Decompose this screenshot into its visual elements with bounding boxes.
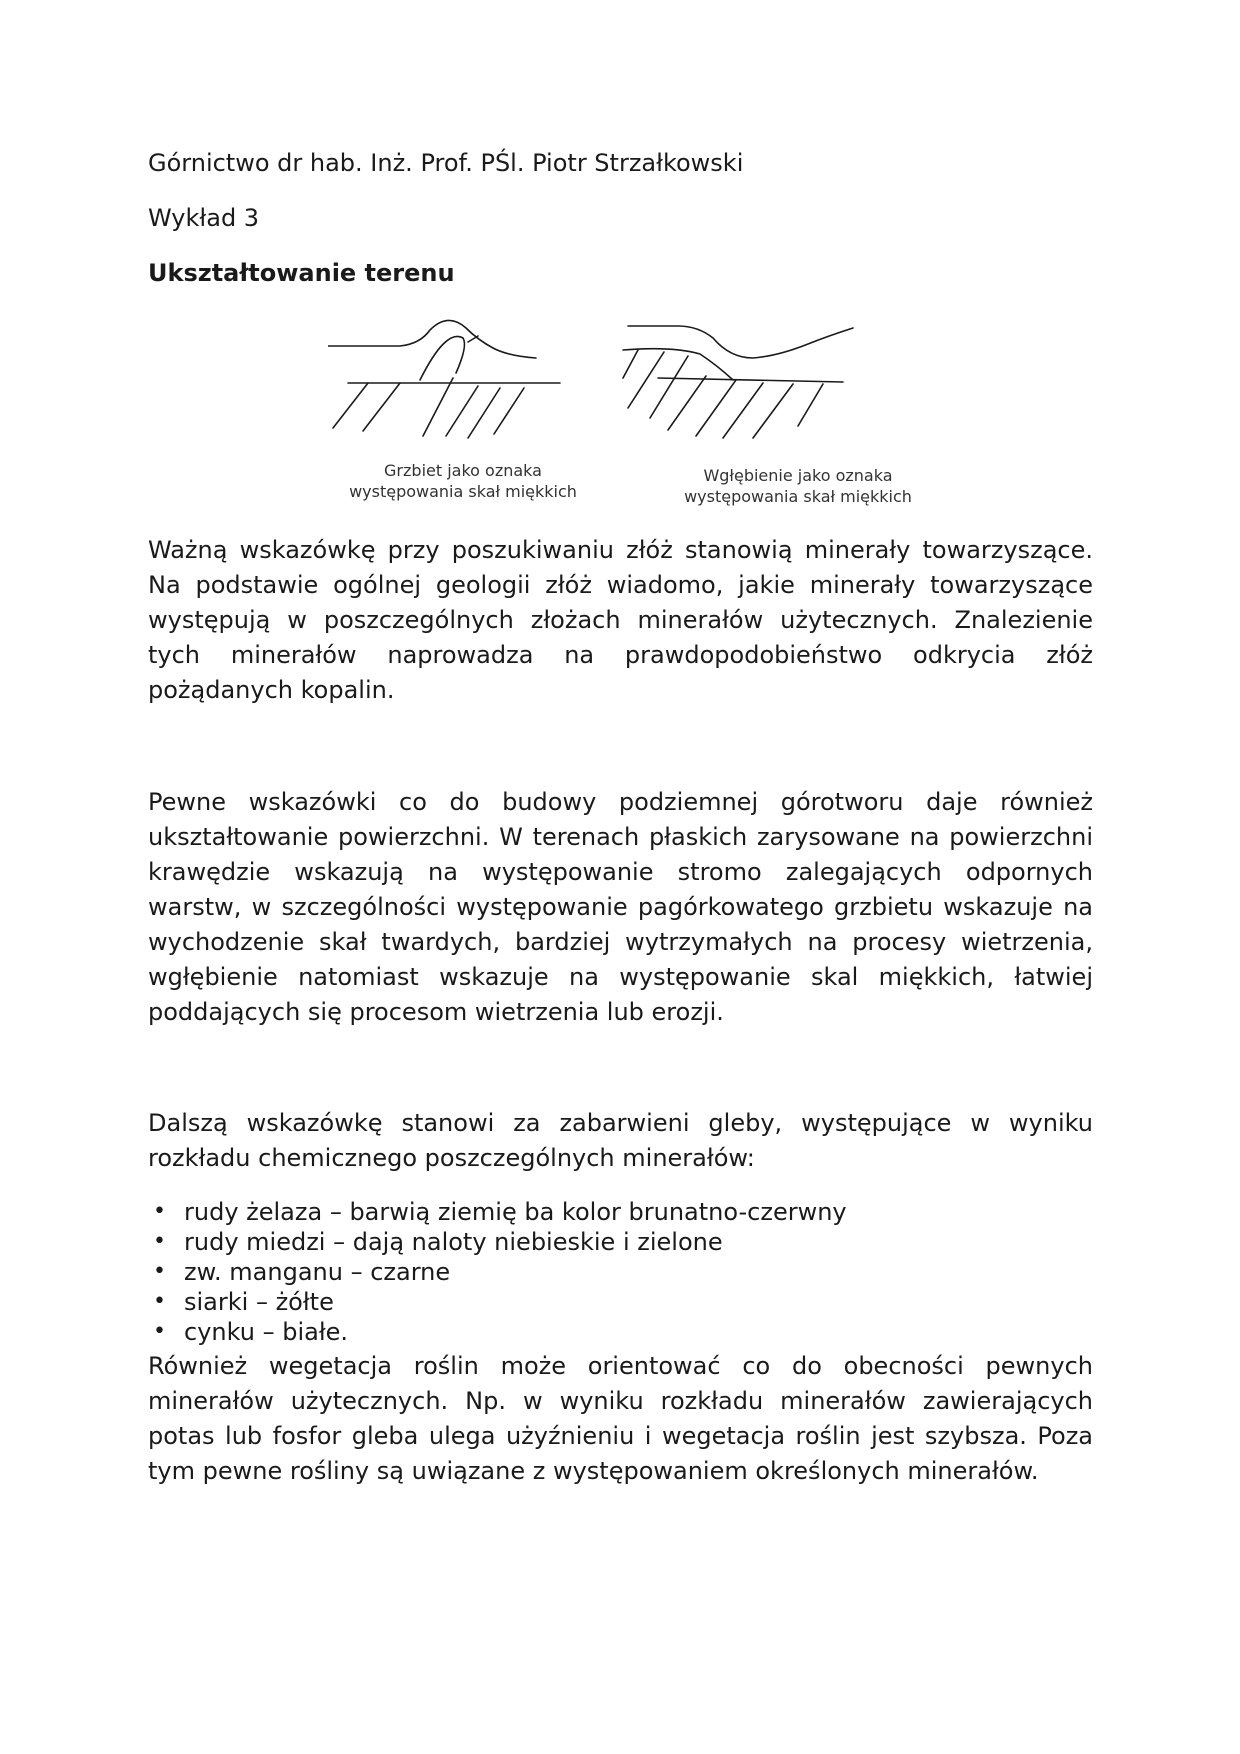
depression-caption-line2: występowania skał miękkich bbox=[684, 487, 912, 506]
paragraph-soil-color: Dalszą wskazówkę stanowi za zabarwieni gleby, występujące w wyniku rozkładu chemicznego poszczególnych minerałów: bbox=[148, 1109, 1093, 1172]
ridge-caption-line1: Grzbiet jako oznaka bbox=[384, 461, 542, 480]
list-item: • rudy żelaza – barwią ziemię ba kolor brunatno-czerwny bbox=[148, 1197, 1093, 1227]
author-line: Górnictwo dr hab. Inż. Prof. PŚl. Piotr Strzałkowski bbox=[148, 149, 744, 177]
paragraph-vegetation: Również wegetacja roślin może orientować co do obecności pewnych minerałów użytecznych. Np. w wyniku rozkładu minerałów zawierających potas lub fosfor gleba ulega użyźnieniu i wegetacja roślin jest szybsza. Poza tym pewne rośliny są uwiązane z występowaniem określonych minerałów. bbox=[148, 1352, 1093, 1485]
ridge-caption-line2: występowania skał miękkich bbox=[349, 482, 577, 501]
terrain-figure bbox=[328, 318, 948, 510]
depression-caption bbox=[663, 465, 933, 507]
paragraph-surface-shape: Pewne wskazówki co do budowy podziemnej górotworu daje również ukształtowanie powierzchni. W terenach płaskich zarysowane na powierzchni krawędzie wskazują na występowanie stromo zalegających odpornych warstw, w szczególności występowanie pagórkowatego grzbietu wskazuje na wychodzenie skał twardych, bardziej wytrzymałych na procesy wietrzenia, wgłębienie natomiast wskazuje na występowanie skal miękkich, łatwiej poddających się procesom wietrzenia lub erozji. bbox=[148, 788, 1093, 1026]
list-item: • siarki – żółte bbox=[148, 1287, 1093, 1317]
list-item: • rudy miedzi – dają naloty niebieskie i zielone bbox=[148, 1227, 1093, 1257]
list-item: • zw. manganu – czarne bbox=[148, 1257, 1093, 1287]
list-item: • cynku – białe. bbox=[148, 1317, 1093, 1347]
depression-caption-line1: Wgłębienie jako oznaka bbox=[703, 466, 893, 485]
soil-color-list bbox=[148, 1197, 1093, 1347]
lecture-line: Wykład 3 bbox=[148, 204, 260, 232]
ridge-diagram bbox=[328, 320, 560, 438]
section-title: Ukształtowanie terenu bbox=[148, 259, 455, 287]
ridge-caption bbox=[328, 460, 598, 502]
depression-diagram bbox=[623, 326, 853, 438]
paragraph-accompanying-minerals: Ważną wskazówkę przy poszukiwaniu złóż stanowią minerały towarzyszące. Na podstawie ogólnej geologii złóż wiadomo, jakie minerały towarzyszące występują w poszczególnych złożach minerałów użytecznych. Znalezienie tych minerałów naprowadza na prawdopodobieństwo odkrycia złóż pożądanych kopalin. bbox=[148, 536, 1093, 704]
